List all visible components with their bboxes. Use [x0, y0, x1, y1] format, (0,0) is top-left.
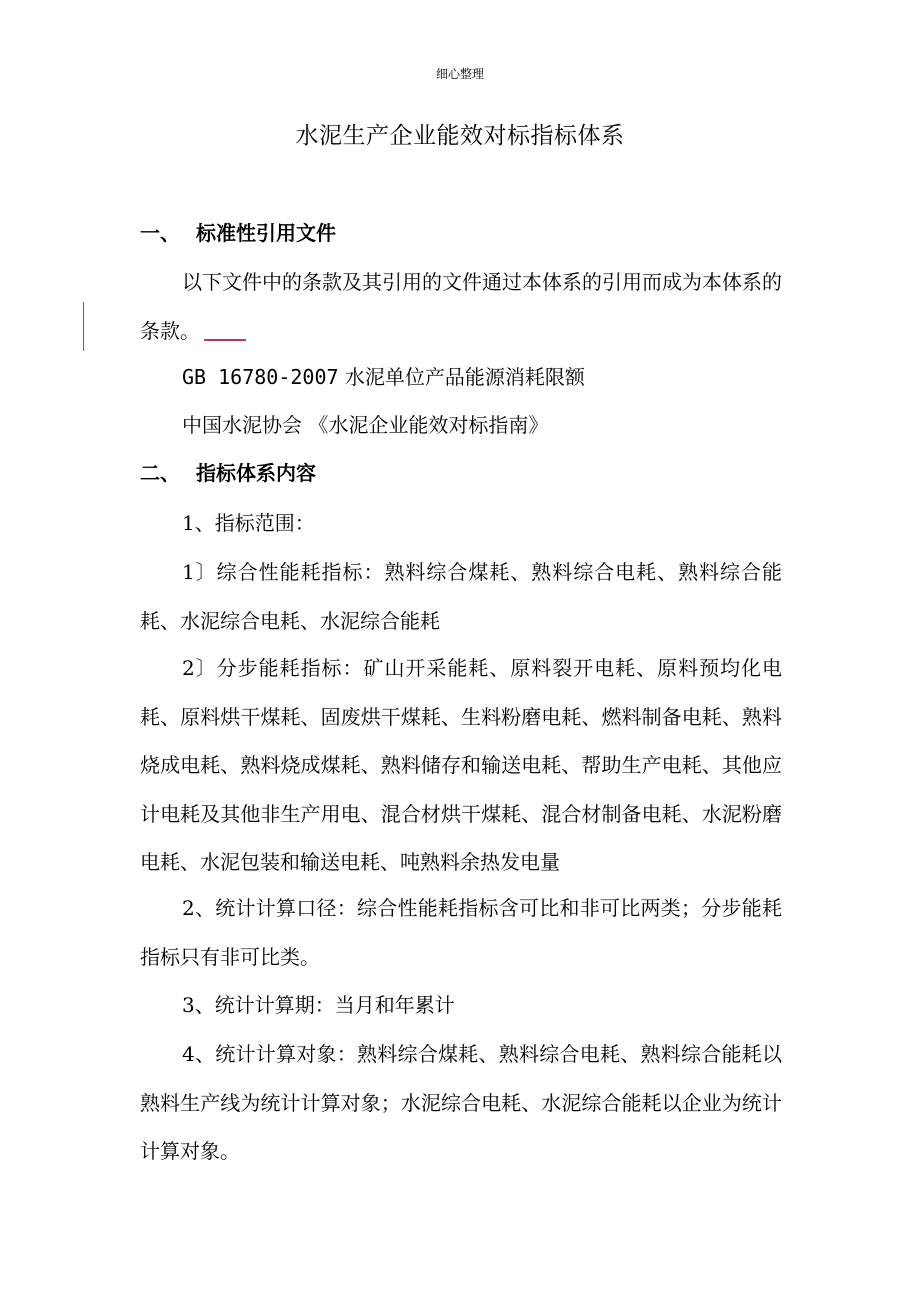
section-2-title: 指标体系内容: [196, 461, 316, 485]
section-2-heading: [140, 458, 316, 488]
item-3: 3、统计计算期：当月和年累计: [182, 993, 455, 1017]
reference-1-code: GB 16780-2007: [182, 365, 339, 389]
item-4-text: 4、统计计算对象：熟料综合煤耗、熟料综合电耗、熟料综合能耗以熟料生产线为统计计算对象；水泥综合电耗、水泥综合能耗以企业为统计计算对象。: [140, 1042, 782, 1163]
reference-1: [182, 362, 585, 392]
reference-2: 中国水泥协会 《水泥企业能效对标指南》: [182, 413, 549, 437]
revision-bar: [83, 302, 84, 351]
reference-1-name: 水泥单位产品能源消耗限额: [344, 365, 585, 389]
revision-underline: [204, 339, 246, 341]
section-1-heading: [140, 218, 336, 248]
page-header: 细心整理: [435, 67, 484, 81]
item-1-2: [140, 644, 782, 887]
item-2-text: 2、统计计算口径：综合性能耗指标含可比和非可比两类；分步能耗指标只有非可比类。: [140, 896, 782, 969]
section-2-number: 二、: [140, 461, 180, 485]
section-1-title: 标准性引用文件: [196, 221, 336, 245]
item-1-1: [140, 548, 782, 645]
item-1-1-text: 1〕综合性能耗指标：熟料综合煤耗、熟料综合电耗、熟料综合能耗、水泥综合电耗、水泥综合能耗: [140, 560, 782, 633]
item-2: [140, 884, 782, 981]
section-1-intro: [140, 258, 782, 355]
item-1: 1、指标范围：: [182, 511, 315, 535]
item-4: [140, 1030, 782, 1176]
section-1-number: 一、: [140, 221, 180, 245]
item-1-2-text: 2〕分步能耗指标：矿山开采能耗、原料裂开电耗、原料预均化电耗、原料烘干煤耗、固废烘干煤耗、生料粉磨电耗、燃料制备电耗、熟料烧成电耗、熟料烧成煤耗、熟料储存和输送电耗、帮助生产电耗、其他应计电耗及其他非生产用电、混合材烘干煤耗、混合材制备电耗、水泥粉磨电耗、水泥包装和输送电耗、吨熟料余热发电量: [140, 656, 782, 874]
section-1-intro-text: 以下文件中的条款及其引用的文件通过本体系的引用而成为本体系的条款。: [140, 270, 782, 343]
document-title: 水泥生产企业能效对标指标体系: [295, 123, 625, 149]
